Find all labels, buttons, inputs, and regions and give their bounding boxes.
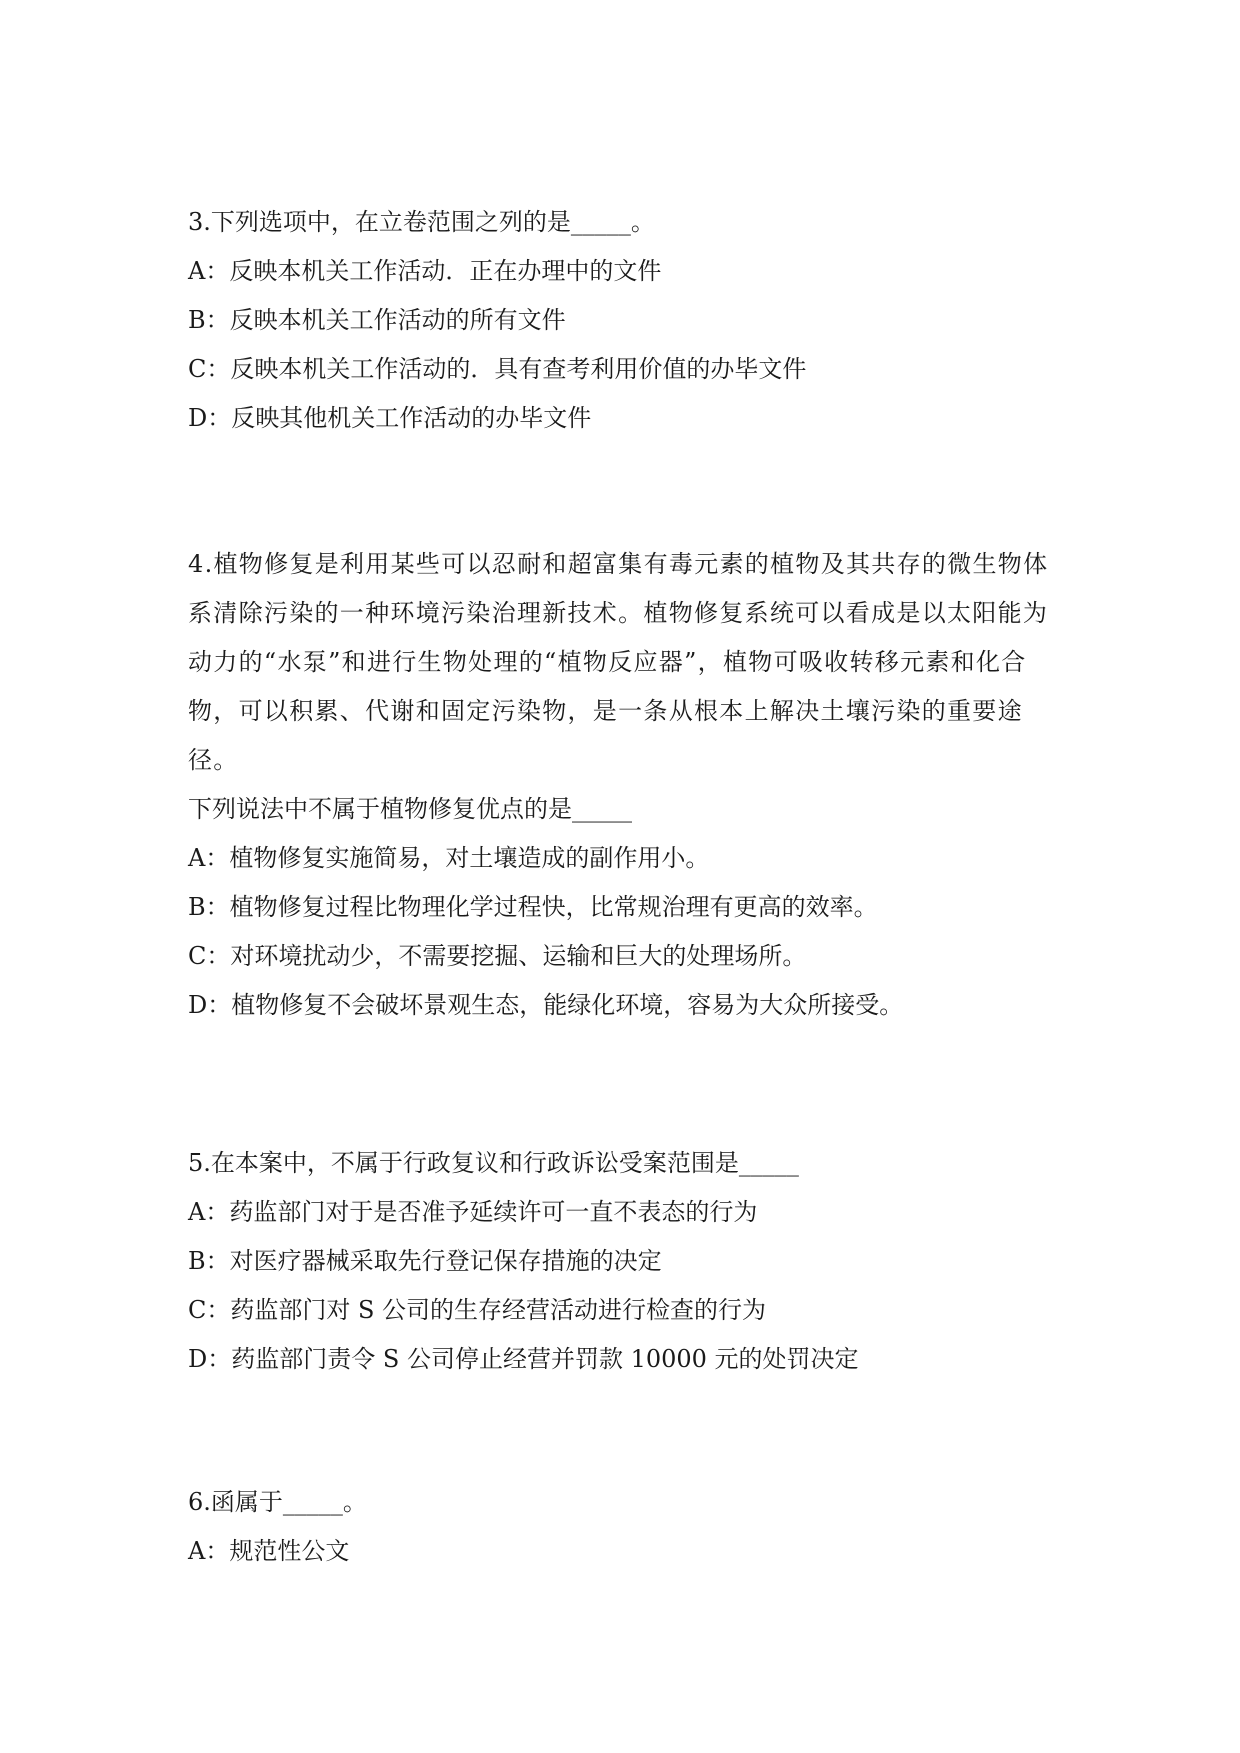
option-b: B：对医疗器械采取先行登记保存措施的决定	[188, 1247, 662, 1275]
question-4	[188, 540, 1068, 1030]
question-stem: 6.函属于_____。	[188, 1488, 367, 1516]
option-c: C：反映本机关工作活动的．具有查考利用价值的办毕文件	[188, 355, 807, 383]
option-d: D：药监部门责令 S 公司停止经营并罚款 10000 元的处罚决定	[188, 1345, 859, 1373]
option-d: D：植物修复不会破坏景观生态，能绿化环境，容易为大众所接受。	[188, 991, 904, 1019]
option-a: A：反映本机关工作活动．正在办理中的文件	[188, 257, 662, 285]
question-stem: 3.下列选项中，在立卷范围之列的是_____。	[188, 208, 655, 236]
option-d: D：反映其他机关工作活动的办毕文件	[188, 404, 592, 432]
option-b: B：反映本机关工作活动的所有文件	[188, 306, 566, 334]
option-b: B：植物修复过程比物理化学过程快，比常规治理有更高的效率。	[188, 893, 878, 921]
question-stem: 4.植物修复是利用某些可以忍耐和超富集有毒元素的植物及其共存的微生物体系清除污染的一种环境污染治理新技术。植物修复系统可以看成是以太阳能为动力的“水泵”和进行生物处理的“植物反应器”，植物可吸收转移元素和化合物，可以积累、代谢和固定污染物，是一条从根本上解决土壤污染的重要途径。	[188, 550, 1049, 774]
option-c: C：药监部门对 S 公司的生存经营活动进行检查的行为	[188, 1296, 767, 1324]
question-stem: 5.在本案中，不属于行政复议和行政诉讼受案范围是_____	[188, 1149, 799, 1177]
question-3	[188, 198, 1068, 443]
option-a: A：药监部门对于是否准予延续许可一直不表态的行为	[188, 1198, 758, 1226]
option-a: A：规范性公文	[188, 1537, 350, 1565]
option-a: A：植物修复实施简易，对土壤造成的副作用小。	[188, 844, 710, 872]
question-5	[188, 1139, 1068, 1384]
option-c: C：对环境扰动少，不需要挖掘、运输和巨大的处理场所。	[188, 942, 807, 970]
question-6	[188, 1478, 1068, 1576]
question-prompt: 下列说法中不属于植物修复优点的是_____	[188, 795, 632, 823]
